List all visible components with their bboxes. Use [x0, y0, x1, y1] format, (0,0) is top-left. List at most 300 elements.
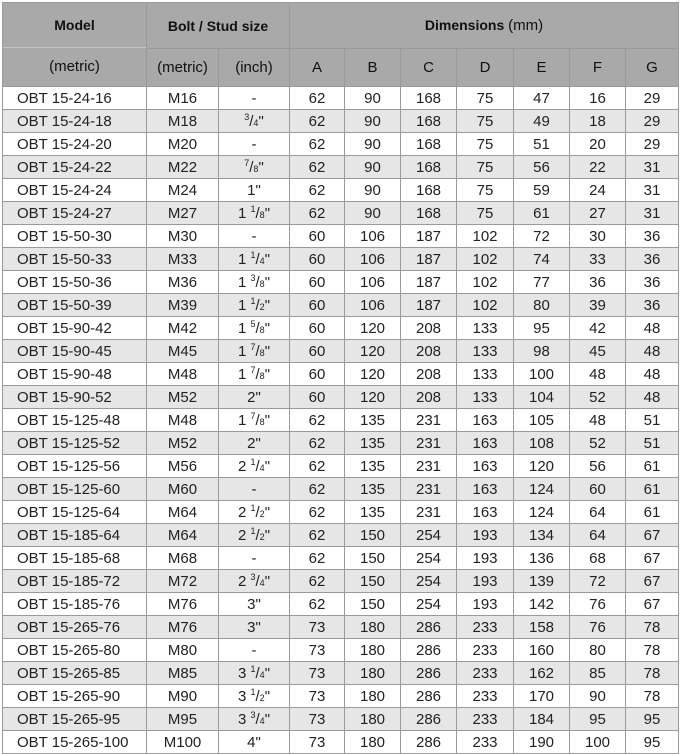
dim-header-e: E — [514, 49, 570, 87]
dim-cell-g: 61 — [626, 478, 679, 501]
dim-cell-c: 286 — [401, 731, 457, 754]
bolt-metric-cell: M30 — [147, 225, 219, 248]
bolt-inch-cell: 3 $^1$/2" — [219, 685, 290, 708]
dim-cell-a: 62 — [290, 409, 345, 432]
dim-cell-e: 124 — [514, 478, 570, 501]
dim-cell-b: 120 — [345, 386, 401, 409]
table-row — [3, 501, 679, 524]
dim-cell-b: 135 — [345, 478, 401, 501]
bolt-metric-cell: M80 — [147, 639, 219, 662]
table-row — [3, 317, 679, 340]
table-row — [3, 110, 679, 133]
dim-cell-e: 104 — [514, 386, 570, 409]
dim-cell-d: 75 — [457, 156, 514, 179]
dim-cell-f: 64 — [570, 501, 626, 524]
bolt-inch-cell: 2 $^3$/4" — [219, 570, 290, 593]
dim-cell-a: 73 — [290, 731, 345, 754]
dim-cell-d: 163 — [457, 501, 514, 524]
dim-header-a: A — [290, 49, 345, 87]
model-cell: OBT 15-125-48 — [3, 409, 147, 432]
bolt-inch-cell: 4" — [219, 731, 290, 754]
dim-cell-d: 75 — [457, 87, 514, 110]
bolt-metric-cell: M76 — [147, 593, 219, 616]
bolt-metric-cell: M64 — [147, 524, 219, 547]
bolt-inch-header: (inch) — [219, 49, 290, 87]
dim-cell-d: 102 — [457, 271, 514, 294]
bolt-inch-cell: 1 $^7$/8" — [219, 409, 290, 432]
dim-cell-g: 67 — [626, 524, 679, 547]
dim-cell-d: 193 — [457, 547, 514, 570]
dim-cell-d: 133 — [457, 317, 514, 340]
dim-cell-b: 90 — [345, 87, 401, 110]
model-cell: OBT 15-50-39 — [3, 294, 147, 317]
dim-cell-e: 170 — [514, 685, 570, 708]
bolt-metric-cell: M85 — [147, 662, 219, 685]
bolt-metric-cell: M42 — [147, 317, 219, 340]
bolt-stud-size-header: Bolt / Stud size — [147, 3, 290, 49]
dim-cell-c: 231 — [401, 432, 457, 455]
dim-cell-b: 90 — [345, 133, 401, 156]
dim-cell-a: 62 — [290, 110, 345, 133]
dim-cell-c: 286 — [401, 616, 457, 639]
model-cell: OBT 15-90-45 — [3, 340, 147, 363]
dim-cell-g: 95 — [626, 731, 679, 754]
dim-cell-e: 47 — [514, 87, 570, 110]
dim-cell-c: 187 — [401, 271, 457, 294]
dim-cell-e: 139 — [514, 570, 570, 593]
model-cell: OBT 15-24-24 — [3, 179, 147, 202]
dim-cell-c: 254 — [401, 524, 457, 547]
dim-cell-b: 106 — [345, 248, 401, 271]
dim-cell-c: 187 — [401, 294, 457, 317]
dim-cell-e: 160 — [514, 639, 570, 662]
dim-cell-c: 231 — [401, 478, 457, 501]
bolt-metric-cell: M48 — [147, 363, 219, 386]
dim-cell-e: 95 — [514, 317, 570, 340]
bolt-metric-cell: M68 — [147, 547, 219, 570]
dim-cell-f: 30 — [570, 225, 626, 248]
dim-cell-b: 106 — [345, 294, 401, 317]
bolt-metric-cell: M39 — [147, 294, 219, 317]
dim-cell-g: 48 — [626, 340, 679, 363]
bolt-metric-cell: M56 — [147, 455, 219, 478]
dim-cell-f: 48 — [570, 409, 626, 432]
dim-header-c: C — [401, 49, 457, 87]
dim-cell-d: 102 — [457, 225, 514, 248]
dim-cell-d: 233 — [457, 685, 514, 708]
model-cell: OBT 15-24-27 — [3, 202, 147, 225]
bolt-metric-cell: M33 — [147, 248, 219, 271]
table-row — [3, 87, 679, 110]
bolt-inch-cell: 3" — [219, 593, 290, 616]
dim-cell-b: 106 — [345, 225, 401, 248]
dim-header-d: D — [457, 49, 514, 87]
dim-cell-b: 180 — [345, 731, 401, 754]
bolt-metric-cell: M95 — [147, 708, 219, 731]
dim-cell-a: 62 — [290, 547, 345, 570]
model-cell: OBT 15-185-76 — [3, 593, 147, 616]
dim-cell-e: 74 — [514, 248, 570, 271]
dim-cell-e: 61 — [514, 202, 570, 225]
dim-cell-b: 150 — [345, 547, 401, 570]
dim-cell-c: 168 — [401, 179, 457, 202]
dim-cell-b: 120 — [345, 363, 401, 386]
dim-cell-a: 62 — [290, 156, 345, 179]
bolt-metric-cell: M22 — [147, 156, 219, 179]
table-row — [3, 202, 679, 225]
dim-cell-d: 193 — [457, 593, 514, 616]
dim-cell-b: 135 — [345, 432, 401, 455]
dim-cell-b: 106 — [345, 271, 401, 294]
table-row — [3, 685, 679, 708]
bolt-metric-cell: M27 — [147, 202, 219, 225]
model-cell: OBT 15-50-36 — [3, 271, 147, 294]
dim-cell-e: 100 — [514, 363, 570, 386]
table-row — [3, 133, 679, 156]
dim-cell-b: 150 — [345, 593, 401, 616]
dim-cell-g: 78 — [626, 616, 679, 639]
dim-cell-e: 190 — [514, 731, 570, 754]
bolt-inch-cell: 3 $^1$/4" — [219, 662, 290, 685]
dim-header-b: B — [345, 49, 401, 87]
table-row — [3, 386, 679, 409]
dim-cell-a: 73 — [290, 662, 345, 685]
dim-cell-g: 67 — [626, 593, 679, 616]
dim-cell-f: 39 — [570, 294, 626, 317]
dim-cell-e: 98 — [514, 340, 570, 363]
dim-cell-a: 62 — [290, 593, 345, 616]
bolt-inch-cell: - — [219, 225, 290, 248]
bolt-metric-cell: M24 — [147, 179, 219, 202]
dim-cell-a: 62 — [290, 570, 345, 593]
dim-cell-a: 62 — [290, 478, 345, 501]
model-cell: OBT 15-265-100 — [3, 731, 147, 754]
dim-cell-b: 180 — [345, 639, 401, 662]
bolt-metric-cell: M76 — [147, 616, 219, 639]
bolt-inch-cell: 3" — [219, 616, 290, 639]
dim-cell-g: 29 — [626, 110, 679, 133]
dim-cell-c: 168 — [401, 202, 457, 225]
dim-cell-g: 48 — [626, 317, 679, 340]
dim-cell-e: 162 — [514, 662, 570, 685]
dim-cell-e: 72 — [514, 225, 570, 248]
dim-cell-e: 136 — [514, 547, 570, 570]
bolt-inch-cell: $^3$/4" — [219, 110, 290, 133]
dim-cell-d: 193 — [457, 570, 514, 593]
dim-cell-g: 36 — [626, 225, 679, 248]
dim-cell-g: 29 — [626, 87, 679, 110]
bolt-metric-cell: M48 — [147, 409, 219, 432]
dim-cell-f: 56 — [570, 455, 626, 478]
dim-cell-e: 49 — [514, 110, 570, 133]
dim-cell-c: 208 — [401, 317, 457, 340]
dim-cell-d: 233 — [457, 616, 514, 639]
dim-cell-a: 60 — [290, 340, 345, 363]
bolt-metric-cell: M100 — [147, 731, 219, 754]
model-cell: OBT 15-265-76 — [3, 616, 147, 639]
dim-cell-c: 168 — [401, 110, 457, 133]
table-row — [3, 570, 679, 593]
dim-cell-f: 42 — [570, 317, 626, 340]
dim-cell-a: 62 — [290, 455, 345, 478]
model-cell: OBT 15-125-64 — [3, 501, 147, 524]
dim-cell-e: 124 — [514, 501, 570, 524]
dim-cell-e: 108 — [514, 432, 570, 455]
dim-cell-g: 78 — [626, 639, 679, 662]
model-header — [3, 3, 147, 87]
dim-cell-d: 75 — [457, 202, 514, 225]
dim-cell-e: 184 — [514, 708, 570, 731]
dim-cell-e: 51 — [514, 133, 570, 156]
table-body — [3, 87, 679, 754]
dim-cell-d: 133 — [457, 386, 514, 409]
bolt-metric-cell: M36 — [147, 271, 219, 294]
dim-cell-d: 193 — [457, 524, 514, 547]
dim-cell-f: 90 — [570, 685, 626, 708]
dimensions-header — [290, 3, 679, 49]
dim-cell-c: 231 — [401, 409, 457, 432]
dim-cell-c: 208 — [401, 386, 457, 409]
dim-header-f: F — [570, 49, 626, 87]
bolt-metric-cell: M90 — [147, 685, 219, 708]
bolt-metric-cell: M52 — [147, 386, 219, 409]
table-row — [3, 616, 679, 639]
bolt-inch-cell: 1 $^5$/8" — [219, 317, 290, 340]
bolt-inch-cell: 1 $^1$/2" — [219, 294, 290, 317]
table-row — [3, 248, 679, 271]
dim-cell-d: 233 — [457, 731, 514, 754]
dim-cell-e: 158 — [514, 616, 570, 639]
model-cell: OBT 15-24-18 — [3, 110, 147, 133]
dim-cell-e: 105 — [514, 409, 570, 432]
bolt-inch-cell: - — [219, 133, 290, 156]
dim-cell-c: 286 — [401, 685, 457, 708]
dim-cell-c: 231 — [401, 455, 457, 478]
dim-cell-f: 52 — [570, 432, 626, 455]
bolt-inch-cell: 2 $^1$/4" — [219, 455, 290, 478]
bolt-metric-cell: M20 — [147, 133, 219, 156]
bolt-metric-cell: M45 — [147, 340, 219, 363]
dim-cell-g: 51 — [626, 409, 679, 432]
model-cell: OBT 15-24-20 — [3, 133, 147, 156]
dim-cell-a: 60 — [290, 317, 345, 340]
table-row — [3, 294, 679, 317]
bolt-inch-cell: - — [219, 87, 290, 110]
table-row — [3, 524, 679, 547]
table-row — [3, 225, 679, 248]
table-row — [3, 708, 679, 731]
dim-cell-f: 80 — [570, 639, 626, 662]
bolt-inch-cell: 1" — [219, 179, 290, 202]
model-cell: OBT 15-50-30 — [3, 225, 147, 248]
dim-cell-c: 286 — [401, 708, 457, 731]
dim-cell-a: 60 — [290, 386, 345, 409]
dim-cell-a: 62 — [290, 179, 345, 202]
dim-cell-f: 76 — [570, 616, 626, 639]
dim-cell-e: 77 — [514, 271, 570, 294]
table-row — [3, 340, 679, 363]
dim-cell-g: 51 — [626, 432, 679, 455]
dim-cell-d: 163 — [457, 409, 514, 432]
dim-cell-d: 233 — [457, 639, 514, 662]
dim-cell-a: 60 — [290, 271, 345, 294]
dim-cell-b: 135 — [345, 409, 401, 432]
bolt-inch-cell: 1 $^1$/8" — [219, 202, 290, 225]
dim-cell-b: 120 — [345, 340, 401, 363]
dim-cell-f: 100 — [570, 731, 626, 754]
dim-cell-a: 73 — [290, 616, 345, 639]
table-row — [3, 593, 679, 616]
dim-cell-a: 60 — [290, 294, 345, 317]
bolt-metric-cell: M72 — [147, 570, 219, 593]
model-cell: OBT 15-265-80 — [3, 639, 147, 662]
dim-cell-c: 187 — [401, 248, 457, 271]
dim-cell-f: 64 — [570, 524, 626, 547]
bolt-dimension-table — [2, 2, 679, 754]
model-cell: OBT 15-125-60 — [3, 478, 147, 501]
dim-cell-e: 120 — [514, 455, 570, 478]
table-row — [3, 156, 679, 179]
dim-cell-f: 24 — [570, 179, 626, 202]
dim-cell-c: 254 — [401, 570, 457, 593]
table-row — [3, 662, 679, 685]
bolt-inch-cell: 1 $^3$/8" — [219, 271, 290, 294]
dim-cell-c: 208 — [401, 363, 457, 386]
dim-cell-b: 180 — [345, 685, 401, 708]
bolt-inch-cell: 2" — [219, 432, 290, 455]
dim-cell-f: 20 — [570, 133, 626, 156]
bolt-inch-cell: 2 $^1$/2" — [219, 524, 290, 547]
dim-cell-c: 254 — [401, 593, 457, 616]
bolt-inch-cell: 2 $^1$/2" — [219, 501, 290, 524]
table-row — [3, 547, 679, 570]
dim-cell-d: 133 — [457, 340, 514, 363]
model-cell: OBT 15-90-52 — [3, 386, 147, 409]
dim-cell-b: 90 — [345, 179, 401, 202]
dimensions-title: Dimensions — [424, 17, 505, 33]
dim-cell-a: 73 — [290, 685, 345, 708]
dim-cell-b: 135 — [345, 501, 401, 524]
bolt-inch-cell: 3 $^3$/4" — [219, 708, 290, 731]
model-title: Model — [3, 3, 146, 48]
dim-cell-c: 187 — [401, 225, 457, 248]
dim-cell-e: 59 — [514, 179, 570, 202]
bolt-metric-cell: M16 — [147, 87, 219, 110]
model-cell: OBT 15-185-72 — [3, 570, 147, 593]
dim-cell-b: 150 — [345, 524, 401, 547]
model-cell: OBT 15-265-90 — [3, 685, 147, 708]
dim-cell-b: 150 — [345, 570, 401, 593]
bolt-inch-cell: - — [219, 639, 290, 662]
model-cell: OBT 15-90-42 — [3, 317, 147, 340]
dim-cell-d: 163 — [457, 455, 514, 478]
model-cell: OBT 15-90-48 — [3, 363, 147, 386]
table-row — [3, 363, 679, 386]
dim-cell-a: 62 — [290, 501, 345, 524]
dim-cell-f: 48 — [570, 363, 626, 386]
dim-cell-f: 85 — [570, 662, 626, 685]
table-row — [3, 179, 679, 202]
dim-cell-d: 102 — [457, 294, 514, 317]
dim-cell-b: 180 — [345, 616, 401, 639]
dim-cell-g: 95 — [626, 708, 679, 731]
model-cell: OBT 15-265-95 — [3, 708, 147, 731]
bolt-inch-cell: 1 $^1$/4" — [219, 248, 290, 271]
dim-cell-d: 133 — [457, 363, 514, 386]
dim-cell-f: 16 — [570, 87, 626, 110]
dim-cell-g: 36 — [626, 294, 679, 317]
model-metric-label: (metric) — [49, 58, 100, 75]
model-cell: OBT 15-185-64 — [3, 524, 147, 547]
dim-cell-g: 67 — [626, 547, 679, 570]
dim-cell-c: 254 — [401, 547, 457, 570]
model-cell: OBT 15-265-85 — [3, 662, 147, 685]
dim-cell-f: 68 — [570, 547, 626, 570]
table-row — [3, 478, 679, 501]
table-row — [3, 455, 679, 478]
table-row — [3, 639, 679, 662]
dim-cell-e: 80 — [514, 294, 570, 317]
dim-cell-f: 52 — [570, 386, 626, 409]
model-cell: OBT 15-125-52 — [3, 432, 147, 455]
dim-cell-c: 231 — [401, 501, 457, 524]
dim-cell-b: 90 — [345, 110, 401, 133]
dim-cell-a: 60 — [290, 363, 345, 386]
dim-cell-a: 62 — [290, 87, 345, 110]
dim-cell-d: 163 — [457, 478, 514, 501]
bolt-inch-cell: 1 $^7$/8" — [219, 340, 290, 363]
dim-cell-c: 168 — [401, 156, 457, 179]
dim-cell-g: 67 — [626, 570, 679, 593]
dim-cell-g: 48 — [626, 363, 679, 386]
dim-cell-g: 61 — [626, 501, 679, 524]
dim-cell-c: 208 — [401, 340, 457, 363]
model-cell: OBT 15-50-33 — [3, 248, 147, 271]
dim-cell-a: 62 — [290, 202, 345, 225]
dim-cell-f: 27 — [570, 202, 626, 225]
dim-cell-a: 73 — [290, 639, 345, 662]
dim-cell-d: 75 — [457, 133, 514, 156]
dim-cell-d: 102 — [457, 248, 514, 271]
dim-cell-b: 120 — [345, 317, 401, 340]
bolt-metric-cell: M52 — [147, 432, 219, 455]
dim-cell-c: 168 — [401, 133, 457, 156]
dim-cell-g: 31 — [626, 156, 679, 179]
dim-cell-d: 75 — [457, 179, 514, 202]
dim-cell-d: 163 — [457, 432, 514, 455]
dim-cell-f: 45 — [570, 340, 626, 363]
dim-cell-b: 90 — [345, 156, 401, 179]
bolt-inch-cell: 2" — [219, 386, 290, 409]
bolt-inch-cell: $^7$/8" — [219, 156, 290, 179]
dim-cell-d: 75 — [457, 110, 514, 133]
bolt-metric-cell: M18 — [147, 110, 219, 133]
dim-cell-c: 286 — [401, 639, 457, 662]
dim-cell-a: 62 — [290, 133, 345, 156]
dim-cell-f: 22 — [570, 156, 626, 179]
dim-header-g: G — [626, 49, 679, 87]
dim-cell-e: 56 — [514, 156, 570, 179]
dimensions-unit: (mm) — [508, 17, 544, 34]
dim-cell-f: 33 — [570, 248, 626, 271]
dim-cell-g: 36 — [626, 271, 679, 294]
dim-cell-g: 78 — [626, 662, 679, 685]
table-row — [3, 409, 679, 432]
dim-cell-e: 142 — [514, 593, 570, 616]
model-cell: OBT 15-24-16 — [3, 87, 147, 110]
dim-cell-d: 233 — [457, 708, 514, 731]
dim-cell-f: 95 — [570, 708, 626, 731]
